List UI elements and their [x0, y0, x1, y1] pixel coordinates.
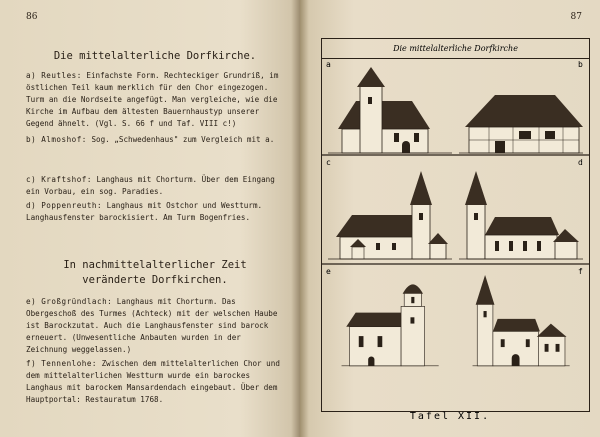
panel-label-c: c: [326, 158, 331, 167]
heading-postmedieval-churches: In nachmittelalterlicher Zeit veränderte Dorfkirchen.: [63, 259, 247, 286]
drawing-church-c: [324, 167, 457, 261]
paragraph-f: f) Tennenlohe: Zwischen dem mittelalterlichen Chor und dem mittelalterlichen Westturm wurde ein barockes Langhaus mit barockem Mansardendach eingebaut. Über dem Hauptportal: Restauratum 1768.: [26, 359, 280, 404]
drawing-house-b: [455, 61, 588, 155]
paragraph-c: c) Kraftshof: Langhaus mit Chorturm. Über dem Eingang ein Vorbau, ein sog. Paradies.: [26, 175, 275, 196]
plate-title: Die mittelalterliche Dorfkirche: [322, 39, 589, 59]
panel-label-f: f: [578, 267, 583, 276]
drawing-church-a: [324, 61, 457, 155]
plate-caption: Tafel XII.: [409, 411, 491, 422]
paragraph-b: b) Almoshof: Sog. „Schwedenhaus" zum Vergleich mit a.: [26, 135, 275, 144]
panel-label-a: a: [326, 60, 331, 69]
panel-label-e: e: [326, 267, 331, 276]
drawing-church-f: [455, 275, 588, 369]
panel-label-b: b: [578, 60, 583, 69]
page-number-left: 86: [26, 12, 38, 22]
heading-medieval-church: Die mittelalterliche Dorfkirche.: [53, 50, 257, 62]
panel-label-d: d: [578, 158, 583, 167]
page-number-right: 87: [570, 12, 582, 22]
plate-illustration: [321, 38, 590, 412]
paragraph-d: d) Poppenreuth: Langhaus mit Ostchor und Westturm. Langhausfenster barockisiert. Am Turm Bogenfries.: [26, 201, 263, 222]
drawing-church-e: [324, 275, 457, 369]
paragraph-e: e) Großgründlach: Langhaus mit Chorturm. Das Obergeschoß des Turmes (Achteck) mit der welschen Haube ist Barockzutat. Auch die Langhausfenster sind barock erneuert. (Unwesentliche Anbauten wurden in der Zeichnung weggelassen.): [26, 297, 278, 354]
paragraph-a: a) Reutles: Einfachste Form. Rechteckiger Grundriß, im östlichen Teil kaum merklich für den Chor eingezogen. Turm an die Nordseite angefügt. Man vergleiche, wie die Kirche im Aufbau dem ältesten Bauernhaustyp unserer Gegend ähnelt. (Vgl. S. 66 f und Taf. VIII c!): [26, 71, 279, 128]
drawing-church-d: [455, 167, 588, 261]
